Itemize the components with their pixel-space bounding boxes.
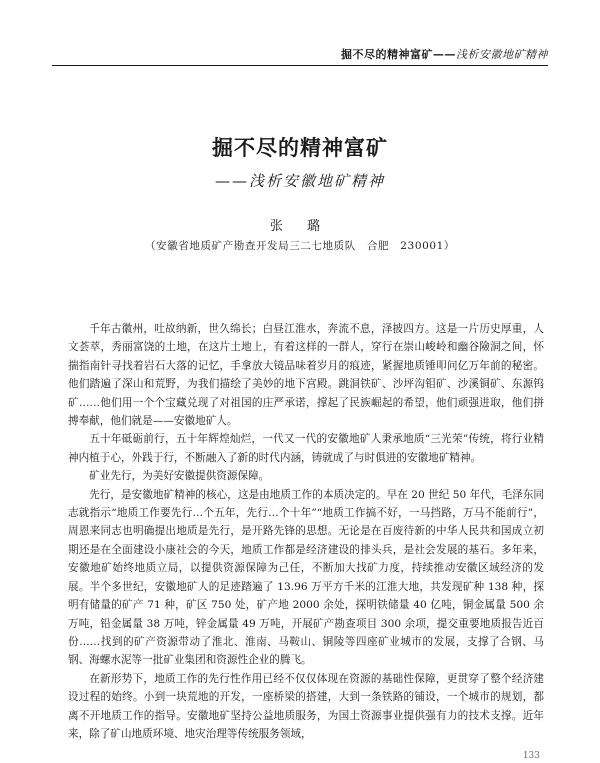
running-header — [341, 46, 548, 62]
article-subtitle: ——浅析安徽地矿精神 — [214, 172, 385, 190]
article-author: 张 璐 — [269, 219, 331, 234]
paragraph-5: 在新形势下，地质工作的先行性作用已经不仅仅体现在资源的基础性保障，更贯穿了整个经济建设过程的始终。小到一块荒地的开发，一座桥梁的搭建，大到一条铁路的铺设，一个城市的规划，都离不开地质工作的指导。安徽地矿坚持公益地质服务，为国土资源事业提供强有力的技术支撑。近年来，除了矿山地质环境、地灾治理等传统服务领域， — [68, 672, 544, 740]
article-body — [68, 320, 544, 743]
article-affiliation: （安徽省地质矿产勘查开发局三二七地质队 合肥 230001） — [144, 240, 456, 252]
header-divider — [52, 65, 548, 66]
paragraph-2: 五十年砥砺前行，五十年辉煌灿烂，一代又一代的安徽地矿人秉承地质“三光荣”传统，将行业精神内植于心，外践于行，不断融入了新的时代内涵，铸就成了与时俱进的安徽地矿精神。 — [68, 433, 544, 464]
paragraph-3: 矿业先行，为美好安徽提供资源保障。 — [89, 470, 270, 483]
running-header-title: 掘不尽的精神富矿 — [341, 48, 433, 61]
running-header-subtitle: 浅析安徽地矿精神 — [456, 48, 548, 61]
page-number: 133 — [522, 751, 540, 761]
paragraph-4: 先行，是安徽地矿精神的核心，这是由地质工作的本质决定的。早在 20 世纪 50 年代，毛泽东同志就指示“地质工作要先行…个五年，先行…个十年”“地质工作搞不好，一马挡路，万马不能前行”，周恩来同志也明确提出地质是先行，是开路先锋的思想。无论是在百废待新的中华人民共和国成立初期还是在全面建设小康社会的今天，地质工作都是经济建设的排头兵，是社会发展的基石。多年来，安徽地矿始终地质立局，以提供资源保障为己任，不断加大找矿力度，持续推动安徽区域经济的发展。半个多世纪，安徽地矿人的足迹踏遍了 13.96 万平方千米的江淮大地，共发现矿种 138 种，探明有储量的矿产 71 种，矿区 750 处，矿产地 2000 余处，探明铁储量 40 亿吨，铜金属量 500 余万吨，铅金属量 38 万吨，锌金属量 49 万吨，开展矿产勘查项目 300 余项，提交重要地质报告近百份……找到的矿产资源带动了淮北、淮南、马鞍山、铜陵等四座矿业城市的发展，支撑了合钢、马钢、海螺水泥等一批矿业集团和资源性企业的腾飞。 — [68, 488, 544, 667]
running-header-dash: —— — [433, 48, 456, 61]
paragraph-1: 千年古徽州，吐故纳新，世久绵长；白昼江淮水，奔流不息，泽披四方。这是一片历史厚重，人文荟萃，秀丽富饶的土地，在这片土地上，有着这样的一群人，穿行在崇山峻岭和幽谷險洞之间，怀揣指南针寻找着岩石大落的记忆，手拿放大镜品味着岁月的痕迹，紧握地质锤叩问亿万年前的秘密。他们踏遍了深山和荒野，为我们描绘了美妙的地下宫殿。跳洞铁矿、沙坪沟钼矿、沙溪铜矿、东源钨矿……他们用一个个宝藏兑现了对祖国的庄严承诺，撑起了民族崛起的希望，他们顽强进取，他们拼搏奉献，他们就是——安徽地矿人。 — [68, 323, 544, 428]
article-title: 掘不尽的精神富矿 — [212, 136, 388, 160]
